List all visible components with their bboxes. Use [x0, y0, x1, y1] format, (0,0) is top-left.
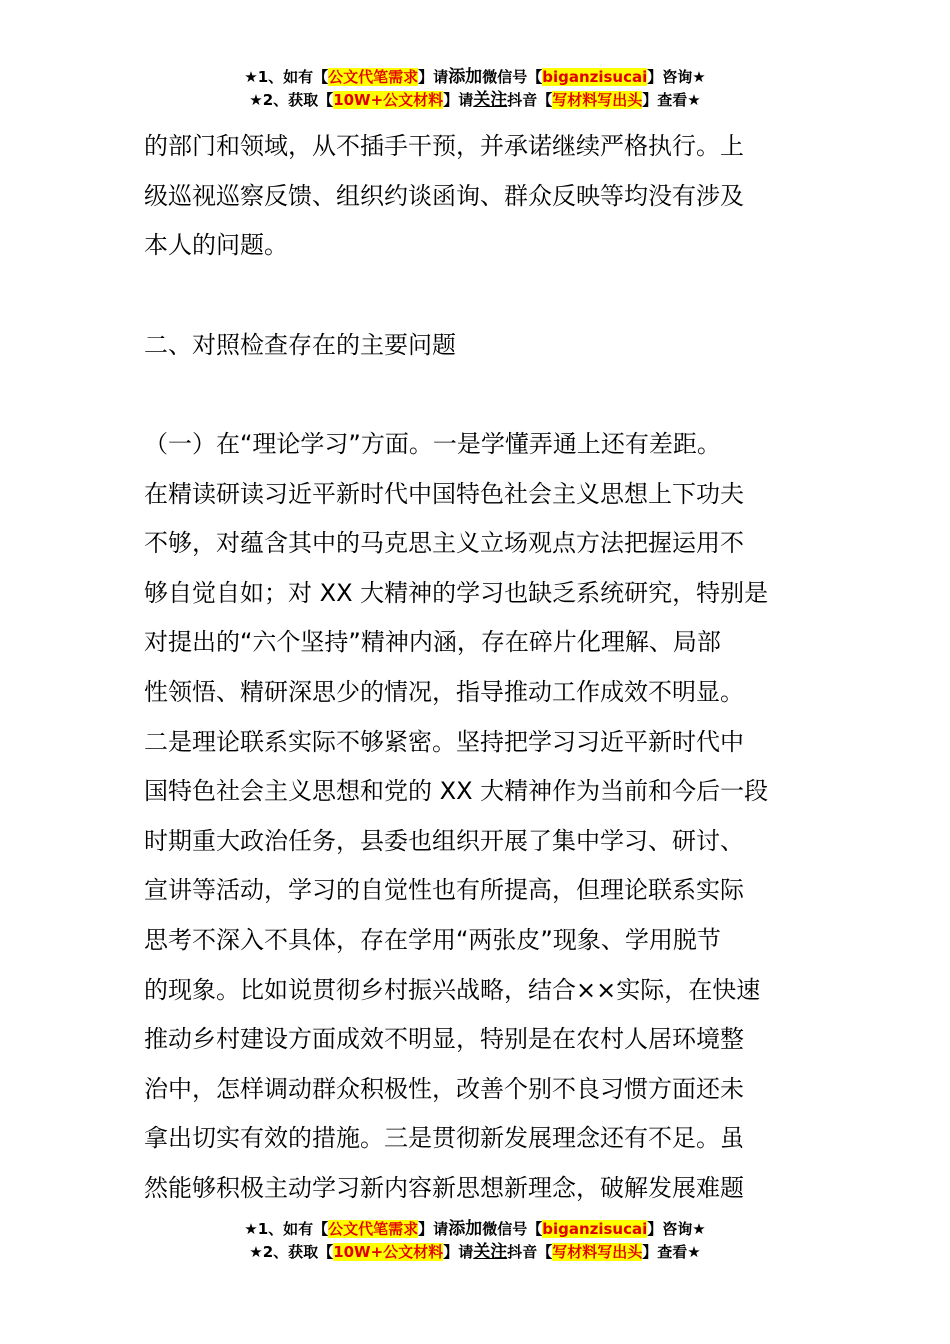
promo-text: 】咨询★ [647, 1220, 706, 1238]
text-line: 不够，对蕴含其中的马克思主义立场观点方法把握运用不 [144, 529, 744, 558]
footer-banner [0, 1218, 950, 1264]
body-paragraph-theory-study [144, 420, 810, 1214]
promo-text: 添加 [448, 67, 483, 87]
promo-highlight: 公文代笔需求 [328, 68, 419, 86]
promo-highlight: 10W+公文材料 [333, 1243, 444, 1261]
text-line: 够自觉自如；对 XX 大精神的学习也缺乏系统研究，特别是 [144, 578, 769, 607]
footer-promo-line-2 [0, 1241, 950, 1264]
body-paragraph-continuation [144, 122, 810, 271]
text-line: 然能够积极主动学习新内容新思想新理念，破解发展难题 [144, 1173, 744, 1202]
text-line: 时期重大政治任务，县委也组织开展了集中学习、研讨、 [144, 826, 744, 855]
promo-highlight: 公文代笔需求 [328, 1220, 419, 1238]
promo-text: 】请 [443, 91, 474, 109]
promo-text: ★2、获取【 [249, 1243, 334, 1261]
promo-text: 微信号【 [482, 68, 543, 86]
promo-text: 】请 [418, 68, 449, 86]
promo-text: ★1、如有【 [244, 1220, 329, 1238]
promo-text: 】查看★ [642, 1243, 701, 1261]
promo-text: ★1、如有【 [244, 68, 329, 86]
text-line: 治中，怎样调动群众积极性，改善个别不良习惯方面还未 [144, 1074, 744, 1103]
promo-highlight: 写材料写出头 [552, 91, 643, 109]
promo-text: 】咨询★ [647, 68, 706, 86]
text-line: 本人的问题。 [144, 231, 288, 260]
text-line: 的现象。比如说贯彻乡村振兴战略，结合××实际，在快速 [144, 975, 761, 1004]
text-line: 拿出切实有效的措施。三是贯彻新发展理念还有不足。虽 [144, 1124, 744, 1153]
section-heading-text: 二、对照检查存在的主要问题 [144, 331, 456, 359]
promo-text: 】查看★ [642, 91, 701, 109]
text-line: 对提出的“六个坚持”精神内涵，存在碎片化理解、局部 [144, 628, 721, 657]
text-line: 思考不深入不具体，存在学用“两张皮”现象、学用脱节 [144, 925, 721, 954]
promo-text: 微信号【 [482, 1220, 543, 1238]
header-banner [0, 66, 950, 112]
promo-highlight: 写材料写出头 [552, 1243, 643, 1261]
promo-highlight: biganzisucai [542, 1220, 648, 1238]
promo-text: 添加 [448, 1219, 483, 1239]
promo-highlight: 10W+公文材料 [333, 91, 444, 109]
text-line: （一）在“理论学习”方面。一是学懂弄通上还有差距。 [144, 430, 721, 458]
text-line: 的部门和领域，从不插手干预，并承诺继续严格执行。上 [144, 132, 744, 160]
footer-promo-line-1 [0, 1218, 950, 1241]
promo-text: 关注 [473, 1242, 508, 1262]
text-line: 推动乡村建设方面成效不明显，特别是在农村人居环境整 [144, 1025, 744, 1054]
promo-text: 】请 [418, 1220, 449, 1238]
text-line: 性领悟、精研深思少的情况，指导推动工作成效不明显。 [144, 677, 744, 706]
promo-text: 抖音【 [507, 1243, 553, 1261]
promo-text: 关注 [473, 90, 508, 110]
text-line: 宣讲等活动，学习的自觉性也有所提高，但理论联系实际 [144, 876, 744, 905]
header-promo-line-1 [0, 66, 950, 89]
header-promo-line-2 [0, 89, 950, 112]
promo-text: 】请 [443, 1243, 474, 1261]
text-line: 在精读研读习近平新时代中国特色社会主义思想上下功夫 [144, 479, 744, 508]
promo-text: 抖音【 [507, 91, 553, 109]
promo-highlight: biganzisucai [542, 68, 648, 86]
text-line: 国特色社会主义思想和党的 XX 大精神作为当前和今后一段 [144, 777, 769, 806]
section-heading [144, 321, 810, 371]
text-line: 级巡视巡察反馈、组织约谈函询、群众反映等均没有涉及 [144, 181, 744, 210]
promo-text: ★2、获取【 [249, 91, 334, 109]
text-line: 二是理论联系实际不够紧密。坚持把学习习近平新时代中 [144, 727, 744, 756]
